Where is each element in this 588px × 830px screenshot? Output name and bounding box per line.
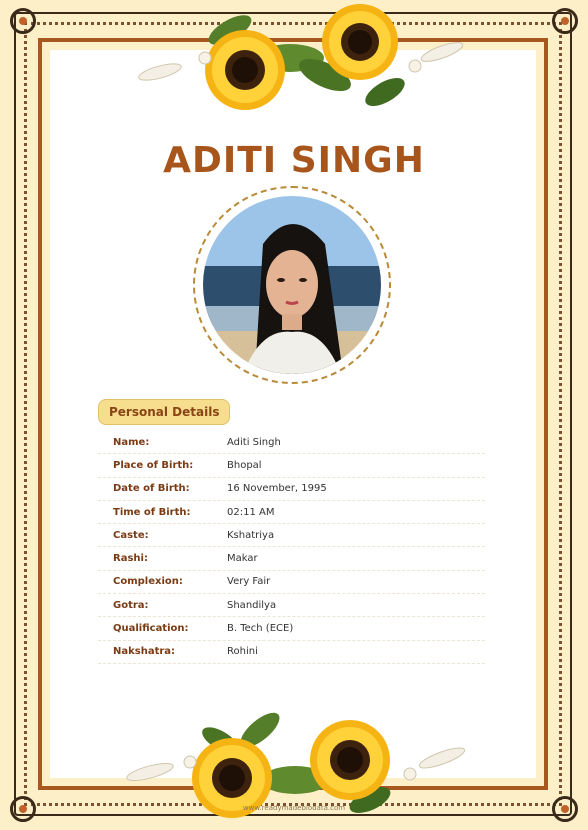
detail-label: Qualification: bbox=[113, 623, 189, 635]
detail-row bbox=[98, 478, 485, 501]
detail-value: Makar bbox=[227, 553, 258, 565]
detail-value: Kshatriya bbox=[227, 529, 275, 541]
portrait-image bbox=[203, 196, 381, 374]
detail-value: Very Fair bbox=[227, 576, 271, 588]
detail-value: Aditi Singh bbox=[227, 436, 281, 448]
section-title-badge: Personal Details bbox=[98, 399, 230, 425]
detail-row bbox=[98, 617, 485, 640]
detail-value: Shandilya bbox=[227, 599, 277, 611]
corner-ornament-icon bbox=[10, 8, 36, 34]
detail-label: Date of Birth: bbox=[113, 483, 190, 495]
detail-row bbox=[98, 594, 485, 617]
detail-row bbox=[98, 454, 485, 477]
detail-label: Name: bbox=[113, 436, 150, 448]
profile-photo bbox=[203, 196, 381, 374]
detail-label: Time of Birth: bbox=[113, 506, 191, 518]
detail-label: Rashi: bbox=[113, 553, 148, 565]
detail-row bbox=[98, 641, 485, 664]
corner-ornament-icon bbox=[552, 8, 578, 34]
detail-row bbox=[98, 524, 485, 547]
detail-row bbox=[98, 547, 485, 570]
detail-label: Gotra: bbox=[113, 599, 149, 611]
detail-row bbox=[98, 501, 485, 524]
page-title: ADITI SINGH bbox=[163, 140, 425, 181]
detail-value: Bhopal bbox=[227, 459, 262, 471]
sunflower-bouquet-top bbox=[130, 0, 470, 120]
detail-label: Complexion: bbox=[113, 576, 183, 588]
detail-label: Nakshatra: bbox=[113, 646, 176, 658]
detail-value: Rohini bbox=[227, 646, 258, 658]
detail-value: 16 November, 1995 bbox=[227, 483, 327, 495]
details-table bbox=[98, 431, 485, 664]
watermark: www.readymadebiodata.com bbox=[242, 804, 346, 812]
detail-row bbox=[98, 571, 485, 594]
detail-label: Place of Birth: bbox=[113, 459, 194, 471]
detail-row bbox=[98, 431, 485, 454]
detail-value: 02:11 AM bbox=[227, 506, 275, 518]
detail-value: B. Tech (ECE) bbox=[227, 623, 294, 635]
detail-label: Caste: bbox=[113, 529, 149, 541]
